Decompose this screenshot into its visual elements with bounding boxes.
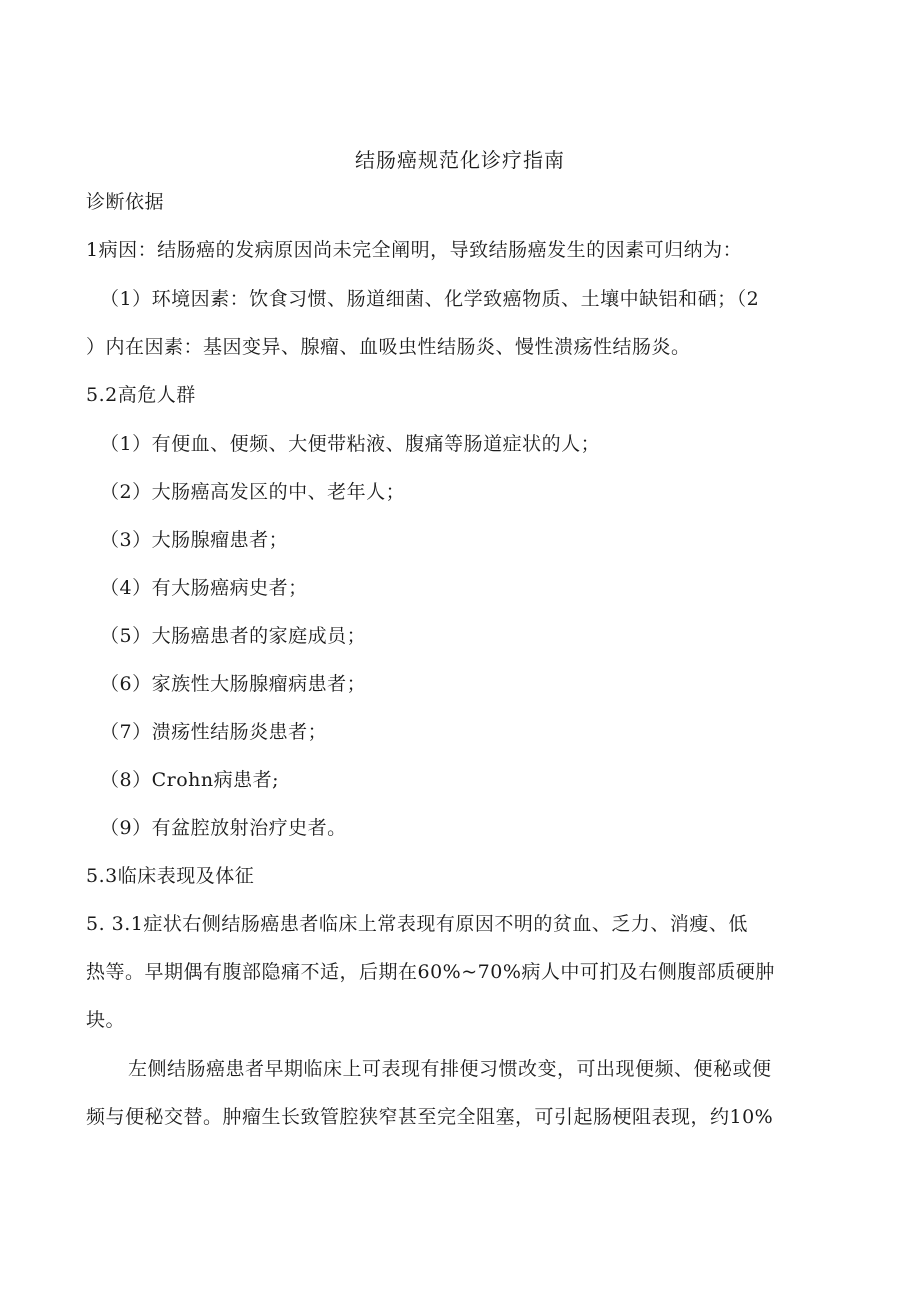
- high-risk-item-1: （1）有便血、便频、大便带粘液、腹痛等肠道症状的人；: [100, 433, 601, 455]
- high-risk-item-5: （5）大肠癌患者的家庭成员；: [100, 625, 367, 647]
- high-risk-item-2: （2）大肠癌高发区的中、老年人；: [100, 481, 406, 503]
- symptoms-line-3: 块。: [86, 1009, 126, 1031]
- document-title: 结肠癌规范化诊疗指南: [355, 148, 565, 172]
- high-risk-item-9: （9）有盆腔放射治疗史者。: [100, 817, 347, 839]
- high-risk-item-8: （8）Crohn病患者;: [100, 769, 280, 791]
- symptoms-line-1: 5. 3.1症状右侧结肠癌患者临床上常表现有原因不明的贫血、乏力、消瘦、低: [86, 913, 748, 935]
- heading-diagnosis: 诊断依据: [86, 191, 165, 213]
- heading-clinical: 5.3临床表现及体征: [86, 865, 255, 887]
- high-risk-item-4: （4）有大肠癌病史者；: [100, 577, 308, 599]
- heading-high-risk: 5.2高危人群: [86, 384, 196, 406]
- symptoms-line-2: 热等。早期偶有腹部隐痛不适，后期在60%~70%病人中可扪及右侧腹部质硬肿: [86, 961, 775, 983]
- high-risk-item-6: （6）家族性大肠腺瘤病患者；: [100, 673, 367, 695]
- high-risk-item-3: （3）大肠腺瘤患者；: [100, 529, 289, 551]
- etiology-line-2: ）内在因素：基因变异、腺瘤、血吸虫性结肠炎、慢性溃疡性结肠炎。: [86, 336, 691, 358]
- high-risk-item-7: （7）溃疡性结肠炎患者；: [100, 721, 328, 743]
- left-colon-line-1: 左侧结肠癌患者早期临床上可表现有排便习惯改变，可出现便频、便秘或便: [128, 1058, 772, 1080]
- left-colon-line-2: 频与便秘交替。肿瘤生长致管腔狭窄甚至完全阻塞，可引起肠梗阻表现，约10%: [86, 1106, 774, 1128]
- etiology-line-1: （1）环境因素：饮食习惯、肠道细菌、化学致癌物质、土壤中缺铝和硒；（2: [100, 288, 760, 310]
- etiology-intro: 1病因：结肠癌的发病原因尚未完全阐明，导致结肠癌发生的因素可归纳为：: [86, 239, 743, 261]
